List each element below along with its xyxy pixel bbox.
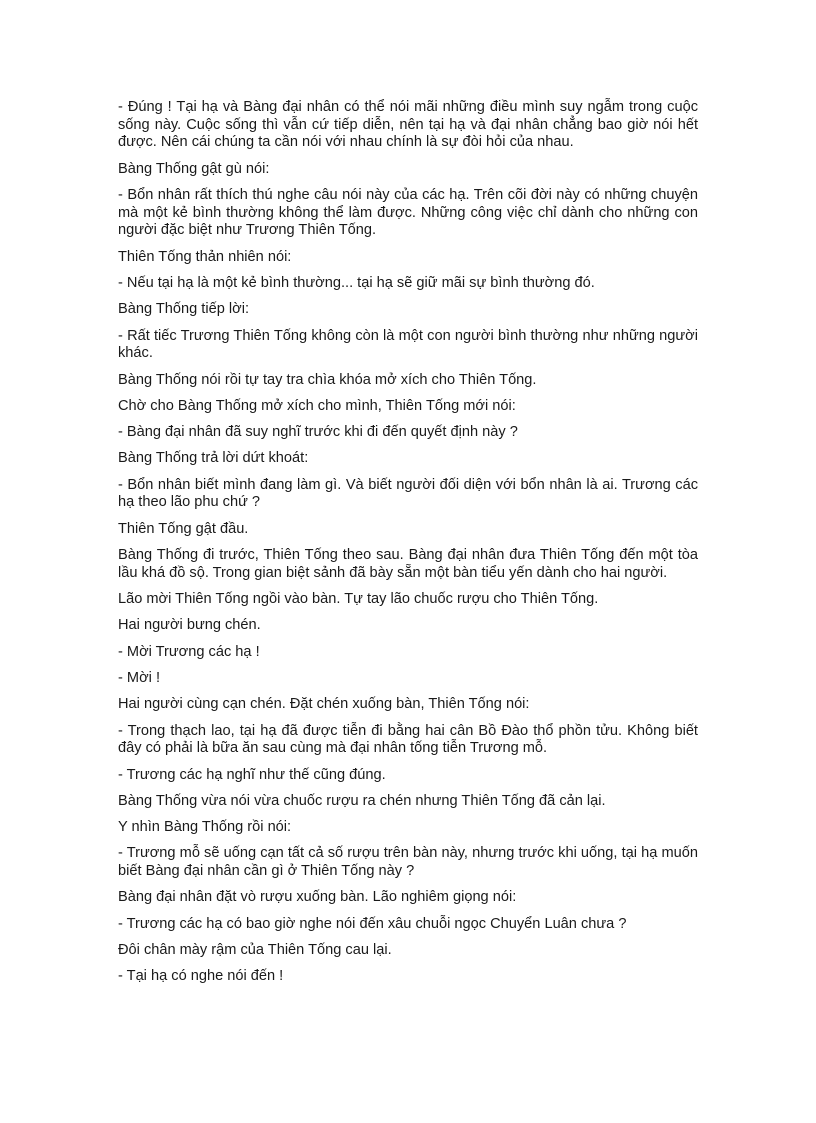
document-page <box>118 99 698 995</box>
paragraph: Thiên Tống gật đầu. <box>118 520 249 537</box>
paragraph: - Tại hạ có nghe nói đến ! <box>118 968 284 985</box>
paragraph: Bàng đại nhân đặt vò rượu xuống bàn. Lão nghiêm giọng nói: <box>118 889 517 906</box>
paragraph: Y nhìn Bàng Thống rồi nói: <box>118 819 292 836</box>
paragraph: Bàng Thống nói rồi tự tay tra chìa khóa mở xích cho Thiên Tống. <box>118 371 537 388</box>
paragraph: - Bàng đại nhân đã suy nghĩ trước khi đi đến quyết định này ? <box>118 424 518 441</box>
paragraph: - Nếu tại hạ là một kẻ bình thường... tại hạ sẽ giữ mãi sự bình thường đó. <box>118 275 595 291</box>
paragraph: Hai người bưng chén. <box>118 617 261 634</box>
paragraph: - Trong thạch lao, tại hạ đã được tiễn đi bằng hai cân Bồ Đào thổ phồn tửu. Không biết đây có phải là bữa ăn sau cùng mà đại nhân tống tiễn Trương mỗ. <box>118 722 698 757</box>
paragraph: - Mời Trương các hạ ! <box>118 643 260 660</box>
paragraph: Lão mời Thiên Tống ngồi vào bàn. Tự tay lão chuốc rượu cho Thiên Tống. <box>118 591 599 608</box>
paragraph: - Trương các hạ nghĩ như thế cũng đúng. <box>118 766 386 783</box>
paragraph: Đôi chân mày rậm của Thiên Tống cau lại. <box>118 942 392 959</box>
paragraph: Bàng Thống gật gù nói: <box>118 160 270 177</box>
paragraph: - Đúng ! Tại hạ và Bàng đại nhân có thể nói mãi những điều mình suy ngẫm trong cuộc sống này. Cuộc sống thì vẫn cứ tiếp diễn, nên tại hạ và đại nhân chẳng bao giờ nói hết được. Nên cái chúng ta cần nói với nhau chính là sự đòi hỏi của nhau. <box>118 99 698 151</box>
paragraph: - Rất tiếc Trương Thiên Tống không còn là một con người bình thường như những người khác. <box>118 327 698 362</box>
paragraph: Bàng Thống đi trước, Thiên Tống theo sau. Bàng đại nhân đưa Thiên Tống đến một tòa lầu khá đồ sộ. Trong gian biệt sảnh đã bày sẵn một bàn tiểu yến dành cho hai người. <box>118 547 698 581</box>
paragraph: - Trương mỗ sẽ uống cạn tất cả số rượu trên bàn này, nhưng trước khi uống, tại hạ muốn biết Bàng đại nhân cần gì ở Thiên Tống này ? <box>118 845 698 880</box>
paragraph: - Trương các hạ có bao giờ nghe nói đến xâu chuỗi ngọc Chuyển Luân chưa ? <box>118 915 627 932</box>
paragraph: Thiên Tống thản nhiên nói: <box>118 248 292 265</box>
paragraph: Hai người cùng cạn chén. Đặt chén xuống bàn, Thiên Tống nói: <box>118 696 530 713</box>
paragraph: Chờ cho Bàng Thống mở xích cho mình, Thiên Tống mới nói: <box>118 397 516 414</box>
paragraph: Bàng Thống vừa nói vừa chuốc rượu ra chén nhưng Thiên Tống đã cản lại. <box>118 792 606 809</box>
paragraph: Bàng Thống tiếp lời: <box>118 301 250 318</box>
paragraph: - Mời ! <box>118 669 160 686</box>
paragraph: - Bổn nhân rất thích thú nghe câu nói này của các hạ. Trên cõi đời này có những chuyện mà một kẻ bình thường không thể làm được. Những công việc chỉ dành cho những con người đặc biệt như Trương Thiên Tống. <box>118 187 698 239</box>
paragraph: - Bổn nhân biết mình đang làm gì. Và biết người đối diện với bổn nhân là ai. Trương các hạ theo lão phu chứ ? <box>118 476 698 511</box>
paragraph: Bàng Thống trả lời dứt khoát: <box>118 450 309 467</box>
